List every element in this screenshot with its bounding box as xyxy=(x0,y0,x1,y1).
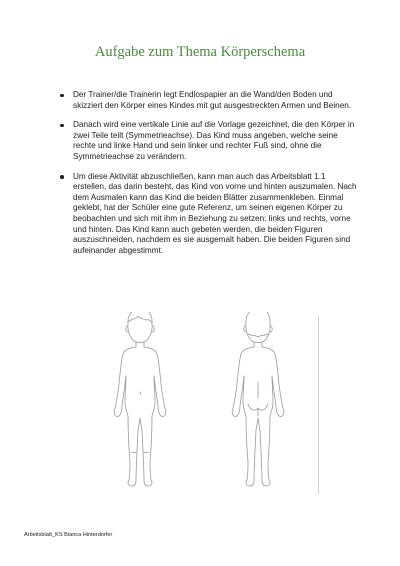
child-back-figure xyxy=(232,312,284,486)
instruction-list xyxy=(58,90,358,265)
list-item xyxy=(58,120,358,162)
list-item-text: Der Trainer/die Trainerin legt Endlospapier an die Wand/den Boden und skizziert den Körper eines Kindes mit gut ausgestreckten Armen und Beinen. xyxy=(73,90,352,110)
bullet-icon xyxy=(60,124,64,128)
bullet-icon xyxy=(60,175,64,179)
list-item xyxy=(58,90,358,111)
page-title: Aufgabe zum Thema Körperschema xyxy=(94,44,306,60)
child-front-figure xyxy=(114,312,166,486)
vertical-divider xyxy=(318,316,319,494)
body-figures-illustration xyxy=(0,312,400,502)
list-item-text: Um diese Aktivität abzuschließen, kann man auch das Arbeitsblatt 1.1 erstellen, das darin besteht, das Kind von vorne und hinten auszumalen. Nach dem Ausmalen kann das Kind die beiden Blätter zusammenkleben. Einmal geklebt, hat der Schüler eine gute Referenz, um seinen eigenen Körper zu beobachten und sich mit ihm in Beziehung zu setzen: links und rechts, vorne und hinten. Das Kind kann auch gebeten werden, die beiden Figuren auszuschneiden, nachdem es sie ausgemalt haben. Die beiden Figuren sind aufeinander abgestimmt. xyxy=(73,171,357,255)
bullet-icon xyxy=(60,94,64,98)
list-item xyxy=(58,172,358,257)
footer-credit: Arbeitsblatt_KS Bianca Hinterdorfer xyxy=(24,532,113,538)
list-item-text: Danach wird eine vertikale Linie auf die Vorlage gezeichnet, die den Körper in zwei Teile teilt (Symmetrieachse). Das Kind muss angeben, welche seine rechte und linke Hand und sein linker und rechter Fuß sind, ohne die Symmetrieachse zu verändern. xyxy=(73,120,355,161)
